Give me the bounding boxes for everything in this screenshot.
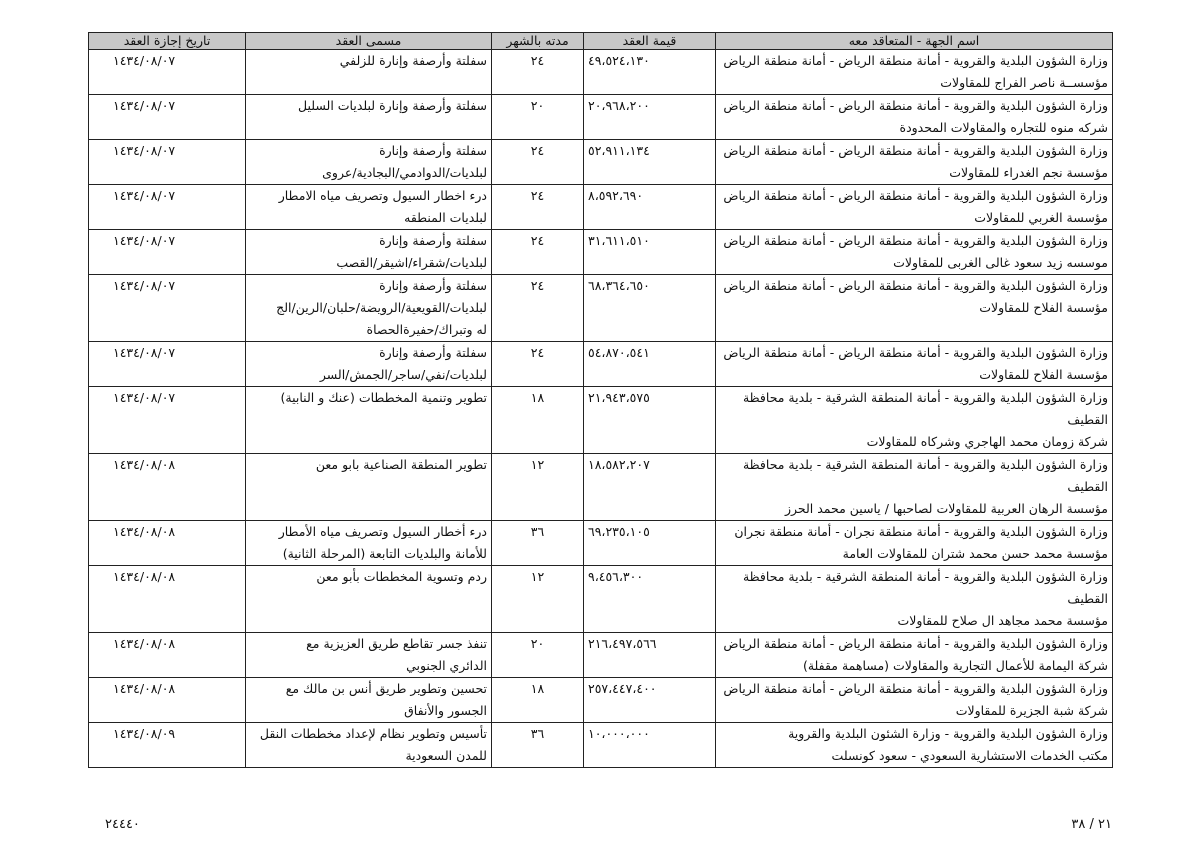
cell-value: ٢١،٩٤٣،٥٧٥ [584,387,716,454]
cell-party: وزارة الشؤون البلدية والقروية - أمانة منطقة الرياض - أمانة منطقة الرياض شركة شبة الجزيرة للمقاولات [716,678,1113,723]
table-row [89,140,1113,185]
cell-contract-name: سفلتة وأرصفة وإنارة للزلفي [246,50,492,95]
cell-approval-date: ١٤٣٤/٠٨/٠٧ [89,50,246,95]
table-row [89,230,1113,275]
cell-approval-date: ١٤٣٤/٠٨/٠٨ [89,566,246,633]
cell-party: وزارة الشؤون البلدية والقروية - أمانة المنطقة الشرقية - بلدية محافظة القطيف مؤسسة محمد مجاهد ال صلاح للمقاولات [716,566,1113,633]
cell-approval-date: ١٤٣٤/٠٨/٠٨ [89,521,246,566]
cell-value: ٦٩،٢٣٥،١٠٥ [584,521,716,566]
cell-value: ٩،٤٥٦،٣٠٠ [584,566,716,633]
cell-duration: ٢٤ [492,185,584,230]
cell-approval-date: ١٤٣٤/٠٨/٠٧ [89,95,246,140]
cell-contract-name: درء اخطار السيول وتصريف مياه الامطار لبلديات المنطقه [246,185,492,230]
cell-value: ٨،٥٩٢،٦٩٠ [584,185,716,230]
cell-party: وزارة الشؤون البلدية والقروية - أمانة منطقة الرياض - أمانة منطقة الرياض مؤسسة الفلاح للمقاولات [716,342,1113,387]
cell-approval-date: ١٤٣٤/٠٨/٠٧ [89,140,246,185]
document-number: ٢٤٤٤٠ [105,817,140,832]
header-value: قيمة العقد [584,33,716,50]
cell-approval-date: ١٤٣٤/٠٨/٠٩ [89,723,246,768]
table-row [89,566,1113,633]
cell-contract-name: تنفذ جسر تقاطع طريق العزيزية مع الدائري الجنوبي [246,633,492,678]
cell-value: ٦٨،٣٦٤،٦٥٠ [584,275,716,342]
cell-party: وزارة الشؤون البلدية والقروية - أمانة منطقة الرياض - أمانة منطقة الرياض مؤسســة ناصر الفراج للمقاولات [716,50,1113,95]
table-row [89,342,1113,387]
header-duration: مدته بالشهر [492,33,584,50]
cell-contract-name: درء أخطار السيول وتصريف مياه الأمطار للأمانة والبلديات التابعة (المرحلة الثانية) [246,521,492,566]
cell-contract-name: ردم وتسوية المخططات بأبو معن [246,566,492,633]
cell-value: ٣١،٦١١،٥١٠ [584,230,716,275]
cell-duration: ١٨ [492,387,584,454]
cell-duration: ١٢ [492,566,584,633]
cell-party: وزارة الشؤون البلدية والقروية - أمانة منطقة الرياض - أمانة منطقة الرياض مؤسسة نجم الغدراء للمقاولات [716,140,1113,185]
cell-value: ١٨،٥٨٢،٢٠٧ [584,454,716,521]
cell-contract-name: تطوير المنطقة الصناعية بابو معن [246,454,492,521]
cell-contract-name: سفلتة وأرصفة وإنارة لبلديات/نفي/ساجر/الجمش/السر [246,342,492,387]
table-row [89,50,1113,95]
cell-duration: ١٢ [492,454,584,521]
cell-contract-name: تحسين وتطوير طريق أنس بن مالك مع الجسور والأنفاق [246,678,492,723]
table-body [89,50,1113,768]
table-row [89,454,1113,521]
table-row [89,678,1113,723]
cell-value: ٢١٦،٤٩٧،٥٦٦ [584,633,716,678]
cell-duration: ٢٠ [492,95,584,140]
cell-approval-date: ١٤٣٤/٠٨/٠٨ [89,454,246,521]
cell-approval-date: ١٤٣٤/٠٨/٠٧ [89,275,246,342]
cell-duration: ٢٤ [492,50,584,95]
cell-party: وزارة الشؤون البلدية والقروية - أمانة منطقة الرياض - أمانة منطقة الرياض شركة اليمامة للأعمال التجارية والمقاولات (مساهمة مقفلة) [716,633,1113,678]
cell-party: وزارة الشؤون البلدية والقروية - أمانة منطقة الرياض - أمانة منطقة الرياض موسسه زيد سعود غالى الغربى للمقاولات [716,230,1113,275]
cell-contract-name: سفلتة وأرصفة وإنارة لبلديات/القويعية/الرويضة/حلبان/الرين/الج له وتبراك/حفيرةالحصاة [246,275,492,342]
cell-party: وزارة الشؤون البلدية والقروية - أمانة منطقة الرياض - أمانة منطقة الرياض مؤسسة الفلاح للمقاولات [716,275,1113,342]
cell-party: وزارة الشؤون البلدية والقروية - وزارة الشئون البلدية والقروية مكتب الخدمات الاستشارية السعودي - سعود كونسلت [716,723,1113,768]
table-row [89,633,1113,678]
cell-approval-date: ١٤٣٤/٠٨/٠٨ [89,633,246,678]
table-header-row [89,33,1113,50]
table-row [89,185,1113,230]
cell-value: ٢٠،٩٦٨،٢٠٠ [584,95,716,140]
cell-value: ٥٤،٨٧٠،٥٤١ [584,342,716,387]
cell-value: ٥٢،٩١١،١٣٤ [584,140,716,185]
cell-approval-date: ١٤٣٤/٠٨/٠٧ [89,230,246,275]
cell-duration: ٣٦ [492,723,584,768]
cell-contract-name: سفلتة وأرصفة وإنارة لبلديات السليل [246,95,492,140]
cell-party: وزارة الشؤون البلدية والقروية - أمانة المنطقة الشرقية - بلدية محافظة القطيف شركة زومان محمد الهاجري وشركاه للمقاولات [716,387,1113,454]
table-row [89,95,1113,140]
cell-value: ٢٥٧،٤٤٧،٤٠٠ [584,678,716,723]
header-party: اسم الجهة - المتعاقد معه [716,33,1113,50]
cell-duration: ٢٤ [492,140,584,185]
cell-duration: ٢٤ [492,342,584,387]
header-contract-name: مسمى العقد [246,33,492,50]
cell-party: وزارة الشؤون البلدية والقروية - أمانة منطقة نجران - أمانة منطقة نجران مؤسسة محمد حسن محمد شتران للمقاولات العامة [716,521,1113,566]
cell-contract-name: سفلتة وأرصفة وإنارة لبلديات/شقراء/اشيقر/القصب [246,230,492,275]
cell-party: وزارة الشؤون البلدية والقروية - أمانة منطقة الرياض - أمانة منطقة الرياض شركه منوه للتجاره والمقاولات المحدودة [716,95,1113,140]
cell-duration: ٢٤ [492,230,584,275]
cell-value: ١٠،٠٠٠،٠٠٠ [584,723,716,768]
table-row [89,723,1113,768]
cell-duration: ٢٤ [492,275,584,342]
cell-approval-date: ١٤٣٤/٠٨/٠٧ [89,342,246,387]
cell-duration: ٣٦ [492,521,584,566]
cell-approval-date: ١٤٣٤/٠٨/٠٧ [89,387,246,454]
cell-contract-name: تطوير وتنمية المخططات (عنك و النابية) [246,387,492,454]
cell-contract-name: تأسيس وتطوير نظام لإعداد مخططات النقل للمدن السعودية [246,723,492,768]
cell-duration: ١٨ [492,678,584,723]
cell-contract-name: سفلتة وأرصفة وإنارة لبلديات/الدوادمي/البجادية/عروى [246,140,492,185]
contracts-sheet [88,32,1112,768]
cell-approval-date: ١٤٣٤/٠٨/٠٨ [89,678,246,723]
cell-party: وزارة الشؤون البلدية والقروية - أمانة المنطقة الشرقية - بلدية محافظة القطيف مؤسسة الرهان العربية للمقاولات لصاحبها / ياسين محمد الحرز [716,454,1113,521]
header-approval-date: تاريخ إجازة العقد [89,33,246,50]
table-row [89,275,1113,342]
page-number: ٢١ / ٣٨ [1071,817,1112,832]
table-row [89,521,1113,566]
table-row [89,387,1113,454]
cell-approval-date: ١٤٣٤/٠٨/٠٧ [89,185,246,230]
cell-party: وزارة الشؤون البلدية والقروية - أمانة منطقة الرياض - أمانة منطقة الرياض مؤسسة الغربي للمقاولات [716,185,1113,230]
contracts-table [88,32,1113,768]
cell-duration: ٢٠ [492,633,584,678]
cell-value: ٤٩،٥٢٤،١٣٠ [584,50,716,95]
